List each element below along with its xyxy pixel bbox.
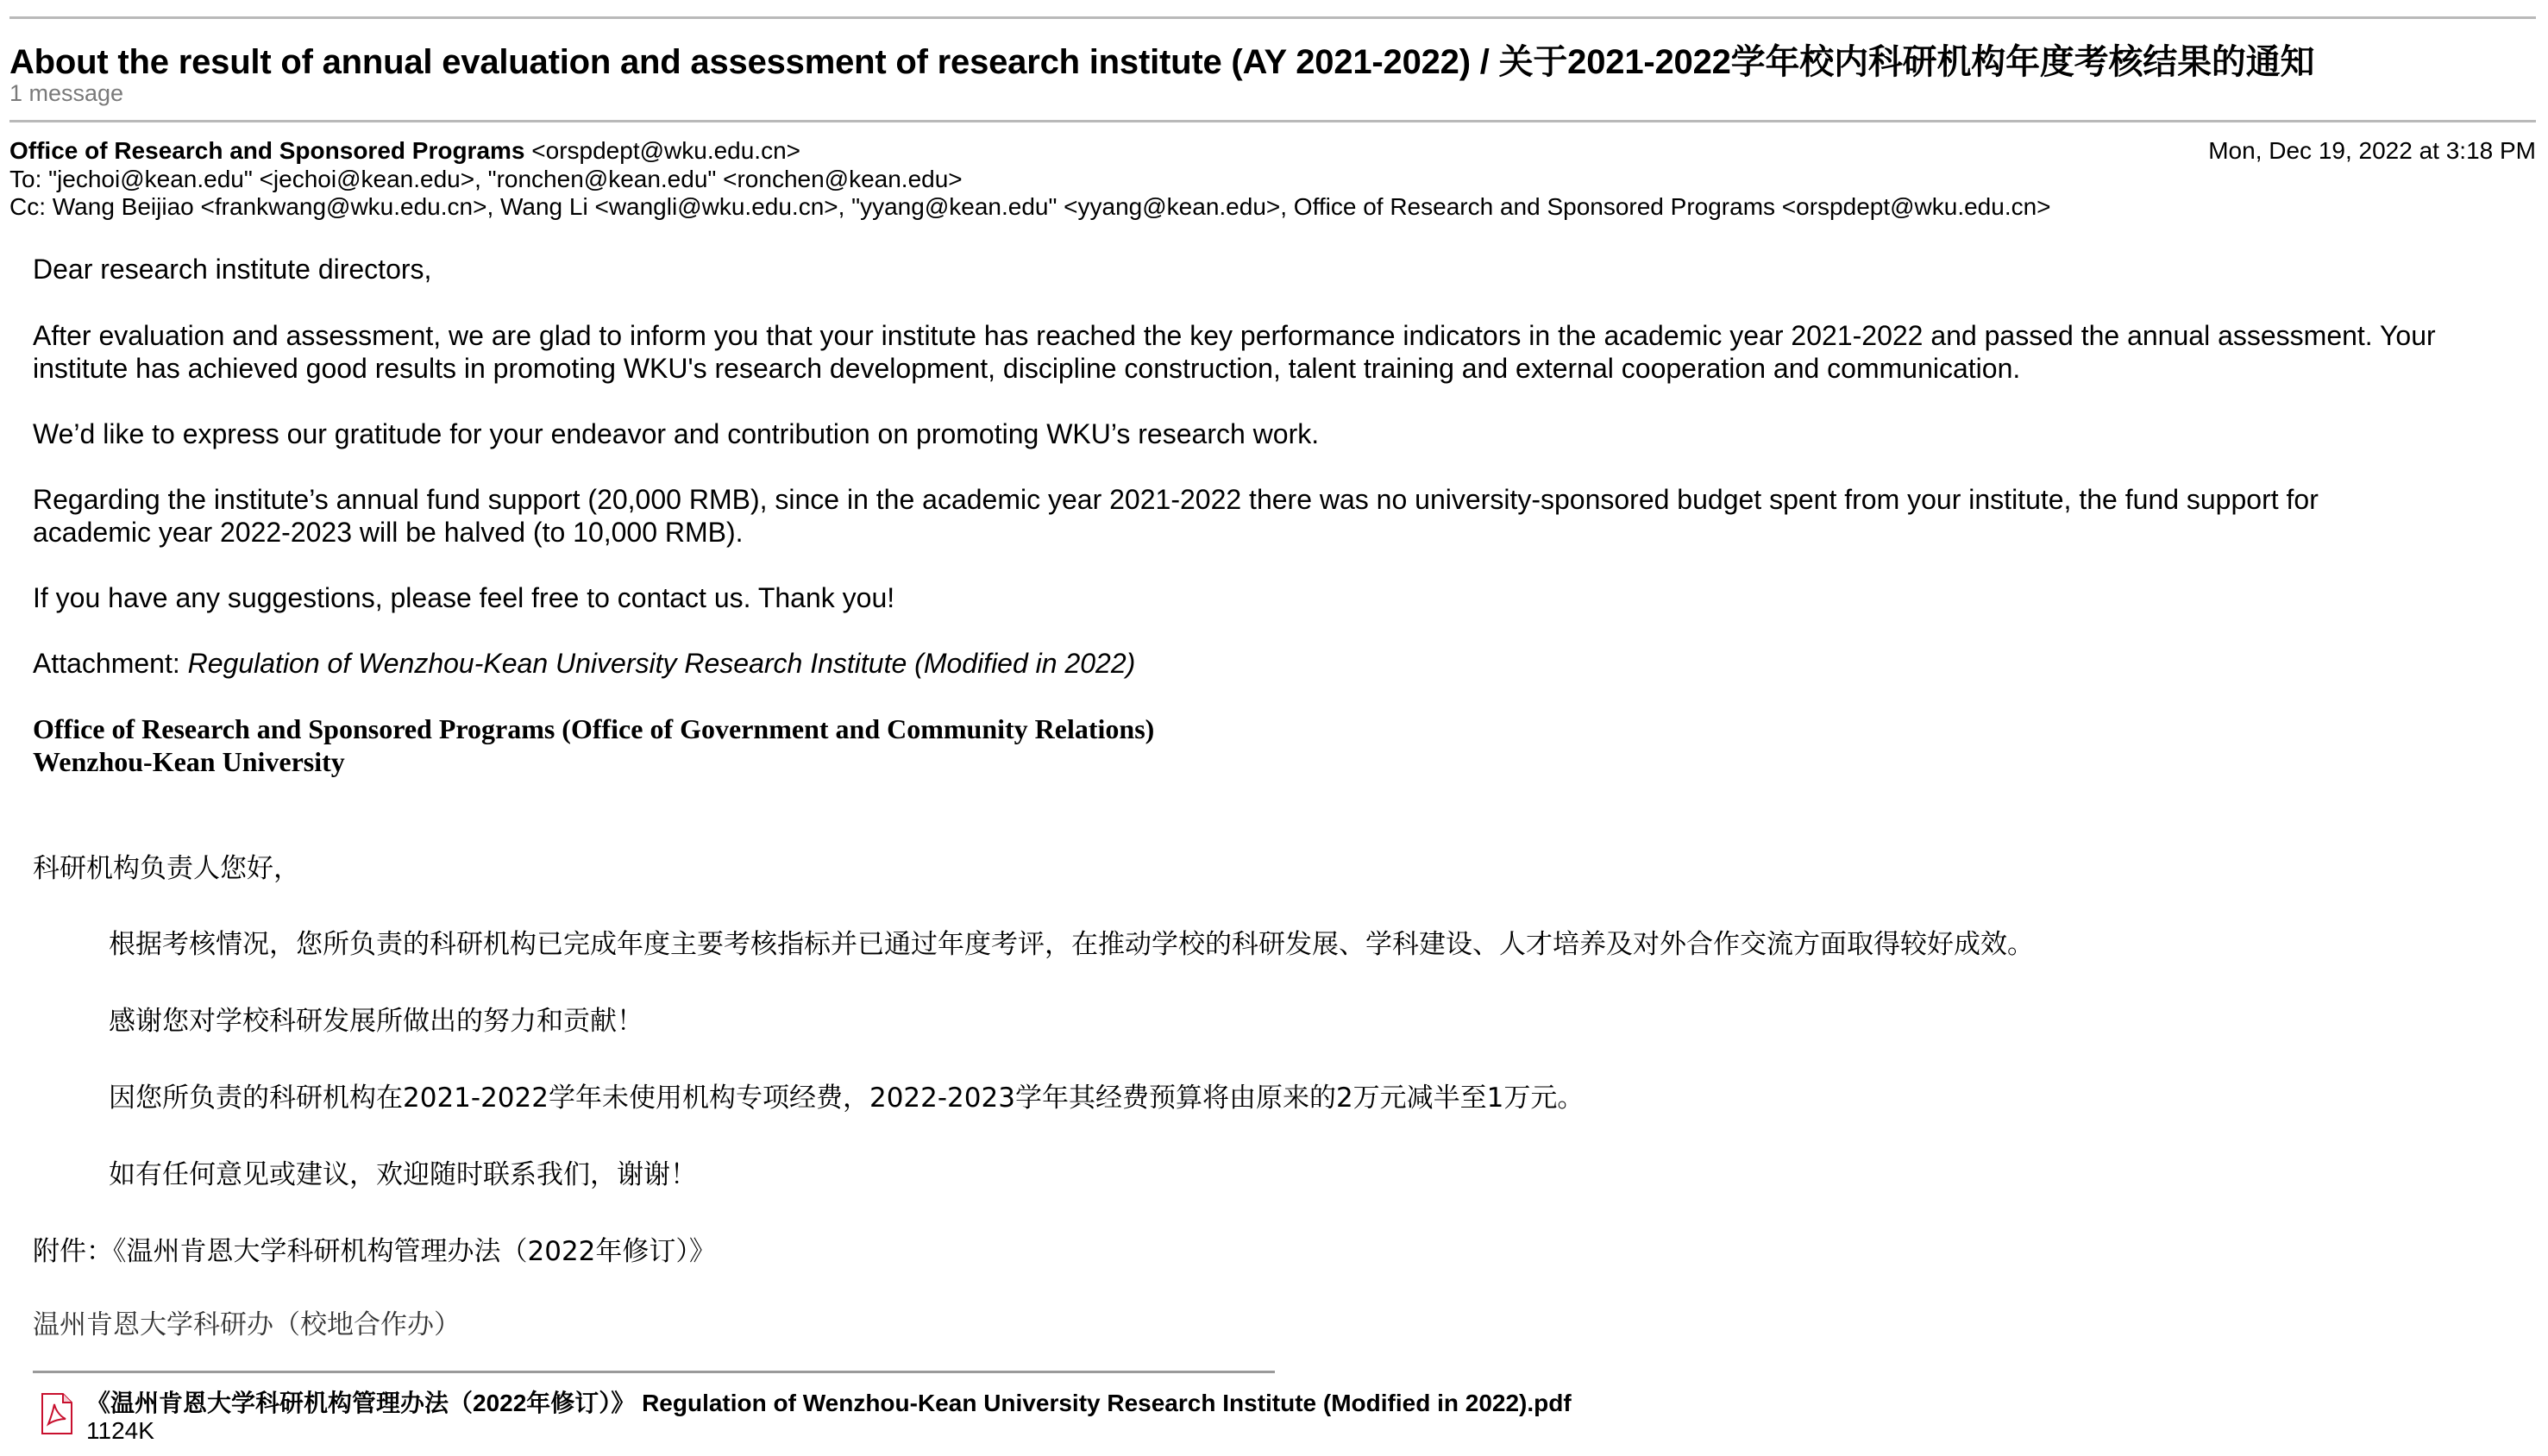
signature-zh: 温州肯恩大学科研办（校地合作办） — [33, 1309, 461, 1340]
header-divider — [9, 120, 2536, 122]
attachment-title: Regulation of Wenzhou-Kean University Research Institute (Modified in 2022) — [187, 648, 1136, 679]
paragraph-3-line-2: academic year 2022-2023 will be halved (to 10,000 RMB). — [33, 517, 744, 548]
paragraph-zh-1: 根据考核情况，您所负责的科研机构已完成年度主要考核指标并已通过年度考评，在推动学校的科研发展、学科建设、人才培养及对外合作交流方面取得较好成效。 — [109, 929, 2034, 960]
paragraph-2: We’d like to express our gratitude for your endeavor and contribution on promoting WKU’s research work. — [33, 418, 1320, 449]
attachment-divider — [33, 1371, 1275, 1373]
sent-date: Mon, Dec 19, 2022 at 3:18 PM — [2208, 137, 2536, 164]
sender-name[interactable]: Office of Research and Sponsored Programs — [9, 137, 525, 164]
recipients-to: To: "jechoi@kean.edu" <jechoi@kean.edu>, "ronchen@kean.edu" <ronchen@kean.edu> — [9, 166, 963, 192]
sender-line — [9, 137, 800, 165]
attachment-label: Attachment: — [33, 648, 188, 679]
attachment-mention-en — [33, 647, 2526, 680]
paragraph-3-line-1: Regarding the institute’s annual fund support (20,000 RMB), since in the academic year 2021-2022 there was no university-sponsored budget spent from your institute, the fund support for — [33, 484, 2319, 515]
attachment-size: 1124K — [86, 1417, 154, 1444]
message-count: 1 message — [9, 80, 124, 106]
paragraph-1-line-2: institute has achieved good results in promoting WKU's research development, discipline construction, talent training and external cooperation and communication. — [33, 353, 2021, 384]
greeting-en: Dear research institute directors, — [33, 254, 432, 285]
sender-email[interactable]: <orspdept@wku.edu.cn> — [531, 137, 801, 164]
attachment-mention-zh: 附件：《温州肯恩大学科研机构管理办法（2022年修订）》 — [33, 1236, 716, 1267]
paragraph-zh-4: 如有任何意见或建议，欢迎随时联系我们，谢谢！ — [109, 1159, 697, 1190]
paragraph-zh-3: 因您所负责的科研机构在2021-2022学年未使用机构专项经费，2022-2023学年其经费预算将由原来的2万元减半至1万元。 — [109, 1083, 1585, 1114]
paragraph-zh-2: 感谢您对学校科研发展所做出的努力和贡献！ — [109, 1006, 643, 1037]
greeting-zh: 科研机构负责人您好， — [33, 853, 300, 884]
email-subject: About the result of annual evaluation and assessment of research institute (AY 2021-2022) / 关于2021-2022学年校内科研机构年度考核结果的通知 — [9, 43, 2315, 81]
paragraph-1-line-1: After evaluation and assessment, we are glad to inform you that your institute has reached the key performance indicators in the academic year 2021-2022 and passed the annual assessment. Your — [33, 320, 2436, 351]
signature-line-2: Wenzhou-Kean University — [33, 746, 345, 777]
top-divider — [9, 16, 2536, 19]
paragraph-4: If you have any suggestions, please feel free to contact us. Thank you! — [33, 582, 895, 613]
recipients-cc: Cc: Wang Beijiao <frankwang@wku.edu.cn>, Wang Li <wangli@wku.edu.cn>, "yyang@kean.edu" <yyang@kean.edu>, Office of Research and Sponsored Programs <orspdept@wku.edu.cn> — [9, 193, 2051, 220]
attachment-filename[interactable]: 《温州肯恩大学科研机构管理办法（2022年修订）》 Regulation of Wenzhou-Kean University Research Institute (Modified in 2022).pdf — [86, 1390, 1572, 1416]
signature-line-1: Office of Research and Sponsored Programs (Office of Government and Community Relations) — [33, 713, 1155, 744]
pdf-file-icon[interactable] — [40, 1393, 74, 1434]
